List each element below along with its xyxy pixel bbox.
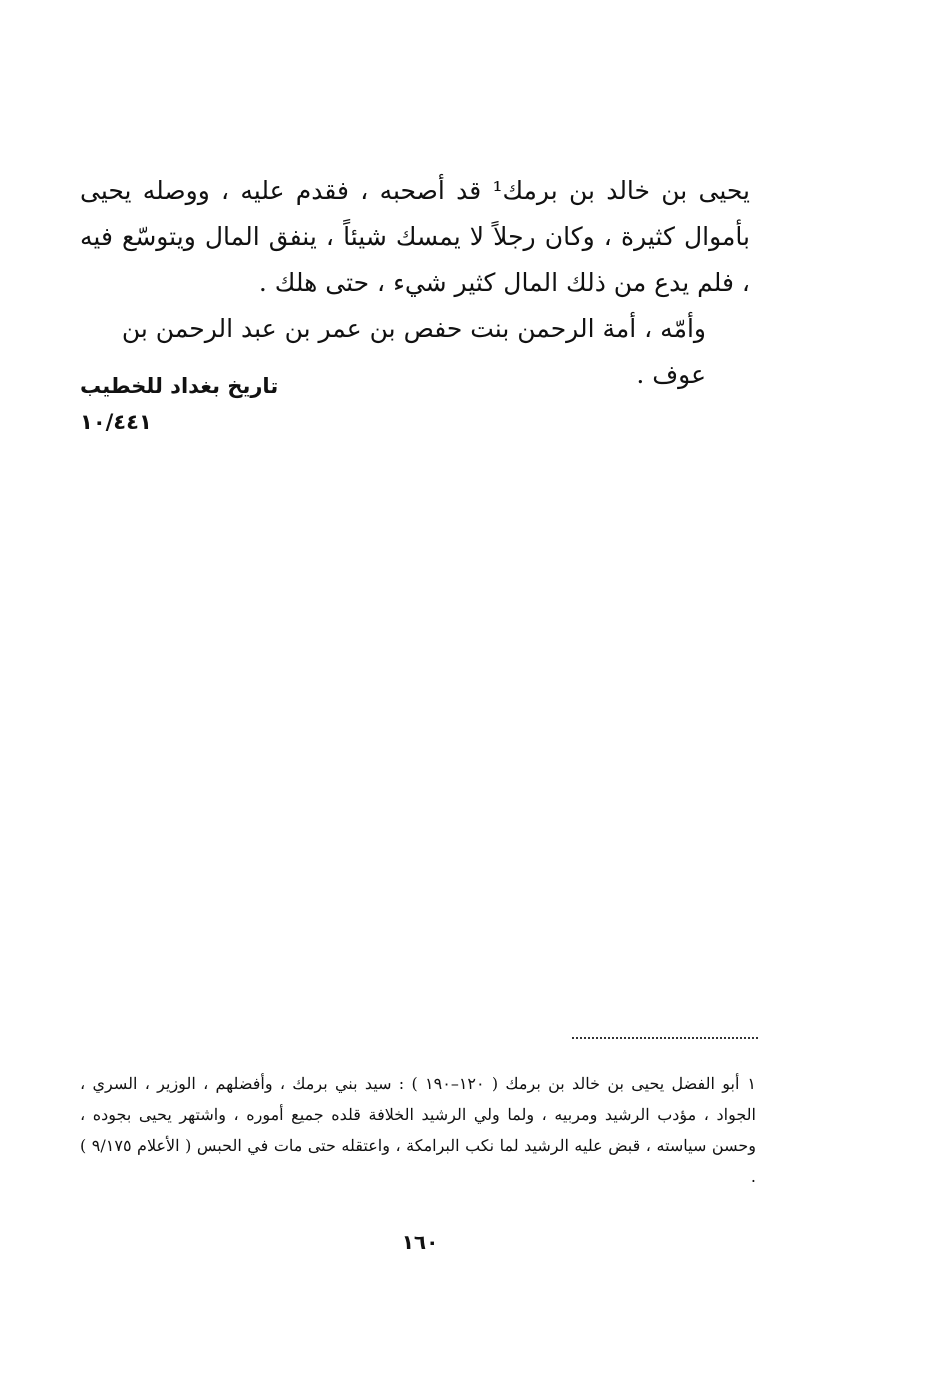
footnote-number: ١ bbox=[747, 1074, 756, 1093]
footnote-block bbox=[80, 1068, 756, 1192]
source-citation: تاريخ بغداد للخطيب ١٠/٤٤١ bbox=[80, 374, 279, 434]
main-paragraph-2: وأمّه ، أمة الرحمن بنت حفص بن عمر بن عبد الرحمن بن عوف . bbox=[121, 314, 706, 389]
footnote-text: أبو الفضل يحيى بن خالد بن برمك ( ١٢٠–١٩٠ ) : سيد بني برمك ، وأفضلهم ، الوزير ، السري ، الجواد ، مؤدب الرشيد ومربيه ، ولما ولي الرشيد الخلافة قلده جميع أموره ، واشتهر يحيى بجوده ، وحسن سياسته ، قبض عليه الرشيد لما نكب البرامكة ، واعتقله حتى مات في الحبس ( الأعلام ٩/١٧٥ ) . bbox=[80, 1074, 757, 1186]
page-number: ١٦٠ bbox=[401, 1230, 439, 1254]
footnote-paragraph bbox=[80, 1068, 756, 1192]
main-paragraph-1: يحيى بن خالد بن برمك¹ قد أصحبه ، فقدم عليه ، ووصله يحيى بأموال كثيرة ، وكان رجلاً لا يمسك شيئاً ، ينفق المال ويتوسّع فيه ، فلم يدع من ذلك المال كثير شيء ، حتى هلك . bbox=[80, 176, 750, 297]
footnote-divider bbox=[572, 1037, 758, 1039]
main-text-block bbox=[80, 168, 750, 398]
